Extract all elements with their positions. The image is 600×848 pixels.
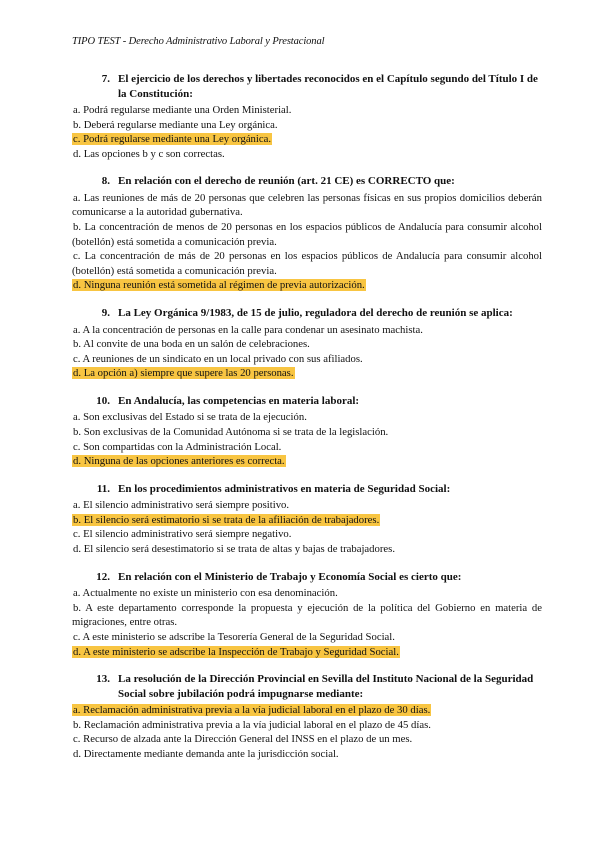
answer-option — [72, 732, 542, 747]
answer-option — [72, 337, 542, 352]
question-block — [72, 306, 542, 381]
answer-option-highlighted — [72, 513, 542, 528]
answer-option — [72, 425, 542, 440]
answer-option — [72, 118, 542, 133]
question-title: En los procedimientos administrativos en materia de Seguridad Social: — [118, 482, 451, 495]
question-number: 10. — [96, 394, 110, 407]
answer-option-text: d. La opción a) siempre que supere las 20 personas. — [73, 367, 294, 380]
answer-option-text: a. A la concentración de personas en la calle para condenar un asesinato machista. — [73, 323, 423, 336]
question-heading — [72, 570, 542, 585]
question-block — [72, 672, 542, 761]
answer-option — [72, 718, 542, 733]
question-heading — [72, 174, 542, 189]
answer-option-text: b. Al convite de una boda en un salón de celebraciones. — [73, 338, 310, 351]
question-title: El ejercicio de los derechos y libertades reconocidos en el Capítulo segundo del Título I de la Constitución: — [118, 73, 538, 100]
answer-option — [72, 440, 542, 455]
answer-option-text: d. El silencio será desestimatorio si se trata de altas y bajas de trabajadores. — [73, 543, 395, 556]
answer-option-text: a. Reclamación administrativa previa a la vía judicial laboral en el plazo de 30 días. — [73, 704, 431, 717]
question-number: 9. — [101, 307, 110, 320]
question-heading — [72, 394, 542, 409]
answer-option-text: d. Las opciones b y c son correctas. — [73, 147, 225, 160]
answer-option-highlighted — [72, 278, 542, 293]
question-title: La resolución de la Dirección Provincial en Sevilla del Instituto Nacional de la Seguridad Social sobre jubilación podrá impugnarse mediante: — [118, 673, 534, 700]
answer-option-text: a. Actualmente no existe un ministerio con esa denominación. — [73, 587, 338, 600]
answer-option-highlighted — [72, 132, 542, 147]
question-heading — [72, 72, 542, 101]
answer-option-text: d. Ninguna de las opciones anteriores es correcta. — [73, 455, 285, 468]
answer-option-text: a. Son exclusivas del Estado si se trata de la ejecución. — [73, 411, 307, 424]
answer-option-text: c. Podrá regularse mediante una Ley orgánica. — [73, 133, 272, 146]
answer-option-text: c. El silencio administrativo será siempre negativo. — [73, 528, 292, 541]
question-block — [72, 394, 542, 469]
question-number: 11. — [96, 482, 110, 495]
answer-option — [72, 191, 542, 220]
answer-option-text: c. A reuniones de un sindicato en un local privado con sus afiliados. — [73, 352, 363, 365]
answer-option — [72, 630, 542, 645]
question-block — [72, 174, 542, 293]
answer-option — [72, 103, 542, 118]
answer-option-text: b. Reclamación administrativa previa a la vía judicial laboral en el plazo de 45 días. — [73, 718, 431, 731]
answer-option — [72, 352, 542, 367]
question-title: En Andalucía, las competencias en materia laboral: — [118, 394, 360, 407]
answer-option — [72, 542, 542, 557]
answer-option — [72, 498, 542, 513]
answer-option-highlighted — [72, 366, 542, 381]
answer-option-text: b. A este departamento corresponde la propuesta y ejecución de la política del Gobierno en materia de migraciones, entre otras. — [72, 601, 542, 629]
answer-option-text: c. A este ministerio se adscribe la Tesorería General de la Seguridad Social. — [73, 630, 395, 643]
answer-option-text: d. Directamente mediante demanda ante la jurisdicción social. — [73, 747, 339, 760]
question-heading — [72, 672, 542, 701]
question-number: 7. — [101, 73, 110, 85]
answer-option — [72, 147, 542, 162]
answer-option — [72, 410, 542, 425]
answer-option — [72, 323, 542, 338]
answer-option-highlighted — [72, 645, 542, 660]
answer-option-text: c. La concentración de más de 20 personas en los espacios públicos de Andalucía para consumir alcohol (botellón) está sometida a comunicación previa. — [72, 250, 542, 277]
question-title: En relación con el derecho de reunión (art. 21 CE) es CORRECTO que: — [118, 175, 455, 188]
answer-option-text: a. Podrá regularse mediante una Orden Ministerial. — [73, 104, 292, 116]
question-heading — [72, 482, 542, 497]
answer-option — [72, 601, 542, 630]
answer-option — [72, 586, 542, 601]
question-block — [72, 72, 542, 161]
question-heading — [72, 306, 542, 321]
answer-option-text: d. A este ministerio se adscribe la Inspección de Trabajo y Seguridad Social. — [73, 645, 399, 658]
answer-option-text: a. El silencio administrativo será siempre positivo. — [73, 499, 290, 512]
answer-option — [72, 527, 542, 542]
answer-option-text: b. El silencio será estimatorio si se trata de la afiliación de trabajadores. — [73, 513, 380, 526]
page-header: TIPO TEST - Derecho Administrativo Laboral y Prestacional — [72, 36, 325, 47]
answer-option-highlighted — [72, 703, 542, 718]
answer-option-text: a. Las reuniones de más de 20 personas que celebren las personas físicas en sus propios domicilios deberán comunicarse a la autoridad gubernativa. — [72, 191, 542, 219]
question-number: 8. — [101, 175, 110, 188]
answer-option-text: b. Son exclusivas de la Comunidad Autónoma si se trata de la legislación. — [73, 426, 389, 438]
question-title: La Ley Orgánica 9/1983, de 15 de julio, reguladora del derecho de reunión se aplica: — [118, 307, 513, 320]
answer-option-text: c. Son compartidas con la Administración Local. — [73, 440, 282, 453]
answer-option-text: b. Deberá regularse mediante una Ley orgánica. — [73, 118, 278, 131]
answer-option — [72, 220, 542, 249]
question-number: 13. — [96, 673, 110, 686]
question-block — [72, 570, 542, 659]
question-number: 12. — [96, 570, 110, 583]
question-title: En relación con el Ministerio de Trabajo y Economía Social es cierto que: — [118, 570, 462, 583]
answer-option — [72, 747, 542, 762]
answer-option-text: d. Ninguna reunión está sometida al régimen de previa autorización. — [73, 279, 365, 292]
question-block — [72, 482, 542, 557]
answer-option-highlighted — [72, 454, 542, 469]
answer-option-text: b. La concentración de menos de 20 personas en los espacios públicos de Andalucía para consumir alcohol (botellón) está sometida a comunicación previa. — [72, 221, 542, 248]
question-list — [72, 72, 542, 775]
answer-option-text: c. Recurso de alzada ante la Dirección General del INSS en el plazo de un mes. — [73, 733, 413, 746]
answer-option — [72, 249, 542, 278]
